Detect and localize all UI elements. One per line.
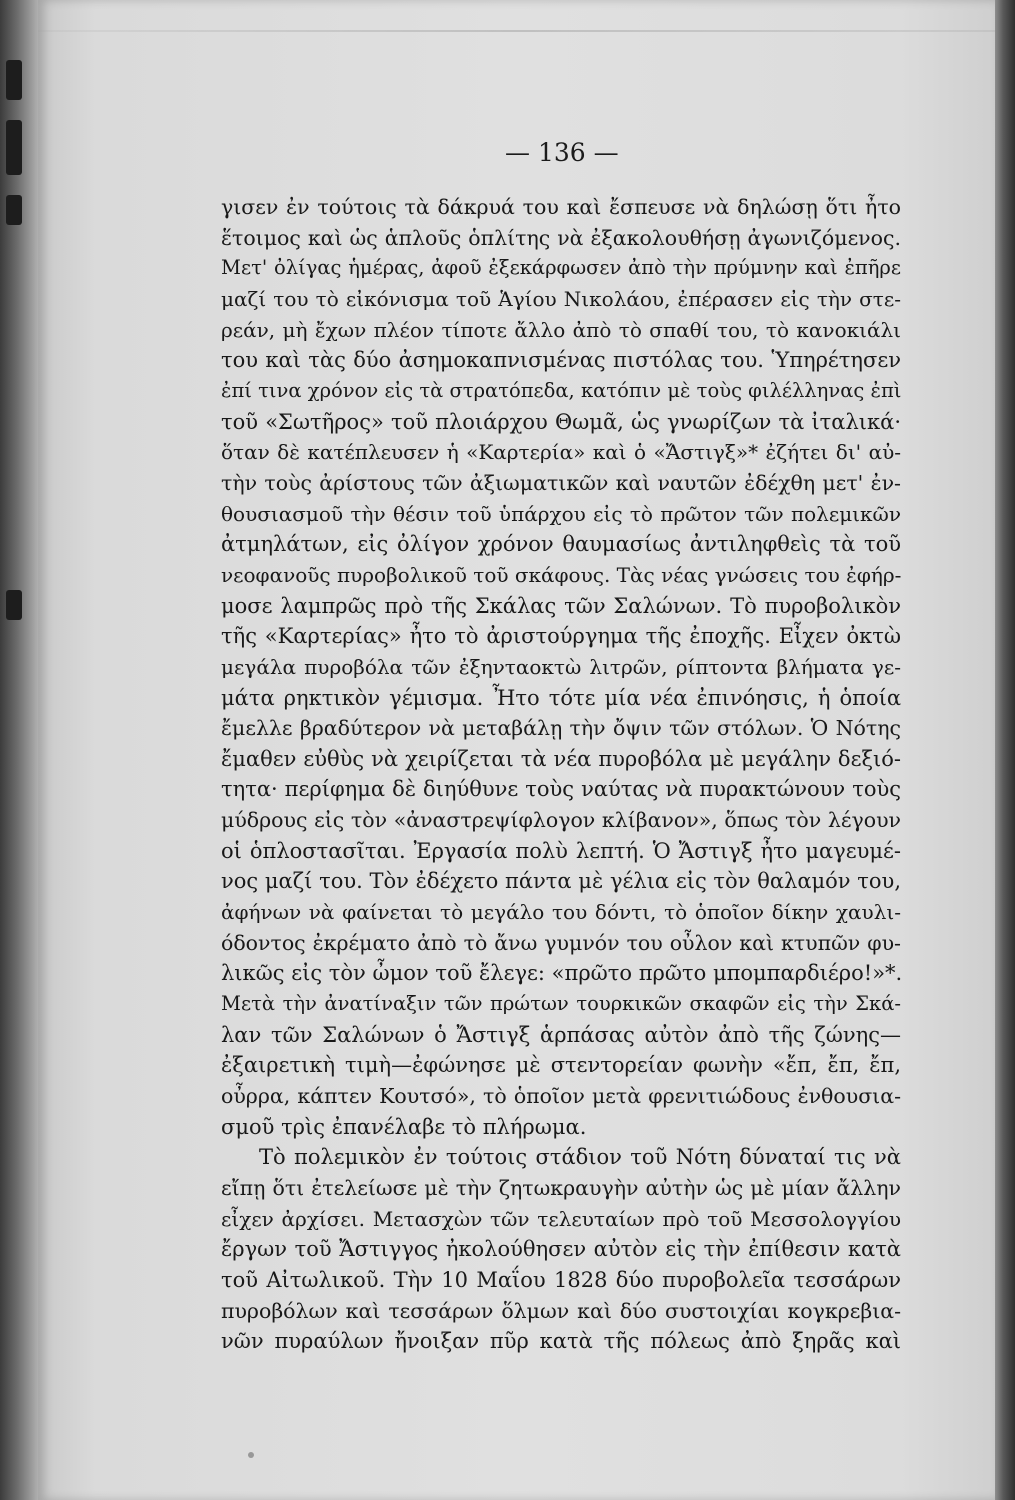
text-line: θουσιασμοῦ τὴν θέσιν τοῦ ὑπάρχου εἰς τὸ πρῶτον τῶν πολεμικῶν <box>221 501 901 526</box>
text-line: ἐξαιρετικὴ τιμὴ—ἐφώνησε μὲ στεντορείαν φωνὴν «ἔπ, ἔπ, ἔπ, <box>221 1053 901 1078</box>
text-line: νος μαζί του. Τὸν ἐδέχετο πάντα μὲ γέλια εἰς τὸν θαλαμόν του, <box>221 869 901 894</box>
text-line: ἔργων τοῦ Ἄστιγγος ἠκολούθησεν αὐτὸν εἰς τὴν ἐπίθεσιν κατὰ <box>221 1237 901 1262</box>
text-line: Μετὰ τὴν ἀνατίναξιν τῶν πρώτων τουρκικῶν σκαφῶν εἰς τὴν Σκά- <box>221 992 901 1016</box>
page-number: — 136 — <box>505 138 619 167</box>
text-line: ἀτμηλάτων, εἰς ὀλίγον χρόνον θαυμασίως ἀντιληφθεὶς τὰ τοῦ <box>221 532 901 557</box>
edge-mark <box>6 590 22 620</box>
text-line: τοῦ «Σωτῆρος» τοῦ πλοιάρχου Θωμᾶ, ὡς γνωρίζων τὰ ἰταλικά· <box>221 409 901 434</box>
text-line: νῶν πυραύλων ἤνοιξαν πῦρ κατὰ τῆς πόλεως ἀπὸ ξηρᾶς καὶ <box>221 1329 901 1354</box>
text-line: ρεάν, μὴ ἔχων πλέον τίποτε ἄλλο ἀπὸ τὸ σπαθί του, τὸ κανοκιάλι <box>221 317 901 342</box>
text-line: λικῶς εἰς τὸν ὦμον τοῦ ἔλεγε: «πρῶτο πρῶτο μπομπαρδιέρο!»*. <box>221 961 903 986</box>
edge-mark <box>6 195 22 225</box>
text-line: εἴπῃ ὅτι ἐτελείωσε μὲ τὴν ζητωκραυγὴν αὐτὴν ὡς μὲ μίαν ἄλλην <box>221 1176 901 1200</box>
page-binding-edge <box>0 0 42 1500</box>
text-line: οὖρρα, κάπτεν Κουτσό», τὸ ὁποῖον μετὰ φρενιτιώδους ἐνθουσια- <box>221 1084 901 1109</box>
body-text <box>221 192 901 1357</box>
text-line: ἐπί τινα χρόνον εἰς τὰ στρατόπεδα, κατόπιν μὲ τοὺς φιλέλληνας ἐπὶ <box>221 378 902 402</box>
text-line: του καὶ τὰς δύο ἀσημοκαπνισμένας πιστόλας του. Ὑπηρέτησεν <box>221 348 901 373</box>
text-line: μάτα ρηκτικὸν γέμισμα. Ἦτο τότε μία νέα ἐπινόησις, ἡ ὁποία <box>221 685 901 710</box>
text-line: οἱ ὁπλοστασῖται. Ἐργασία πολὺ λεπτή. Ὁ Ἄστιγξ ἦτο μαγευμέ- <box>221 838 901 863</box>
text-line: τοῦ Αἰτωλικοῦ. Τὴν 10 Μαΐου 1828 δύο πυροβολεῖα τεσσάρων <box>221 1267 901 1292</box>
edge-mark <box>6 120 22 175</box>
edge-mark <box>6 60 22 100</box>
page-right-edge <box>995 0 1015 1500</box>
text-line: σμοῦ τρὶς ἐπανέλαβε τὸ πλήρωμα. <box>221 1114 587 1139</box>
text-line: ὅταν δὲ κατέπλευσεν ἡ «Καρτερία» καὶ ὁ «Ἄστιγξ»* ἐζήτει δι' αὐ- <box>221 440 901 465</box>
text-line: μεγάλα πυροβόλα τῶν ἐξηνταοκτὼ λιτρῶν, ρίπτοντα βλήματα γε- <box>221 654 901 679</box>
text-line: νεοφανοῦς πυροβολικοῦ τοῦ σκάφους. Τὰς νέας γνώσεις του ἐφήρ- <box>221 562 902 587</box>
text-line: τητα· περίφημα δὲ διηύθυνε τοὺς ναύτας νὰ πυρακτώνουν τοὺς <box>221 777 901 802</box>
text-line: πυροβόλων καὶ τεσσάρων ὅλμων καὶ δύο συστοιχίαι κογκρεβια- <box>221 1298 901 1323</box>
text-line: όδοντος ἐκρέματο ἀπὸ τὸ ἄνω γυμνόν του οὖλον καὶ κτυπῶν φυ- <box>221 930 901 955</box>
text-line: μύδρους εἰς τὸν «ἀναστρεψίφλογον κλίβανον», ὅπως τὸν λέγουν <box>221 808 901 833</box>
text-line: ἔμελλε βραδύτερον νὰ μεταβάλῃ τὴν ὄψιν τῶν στόλων. Ὁ Νότης <box>221 716 901 741</box>
text-line: εἶχεν ἀρχίσει. Μετασχὼν τῶν τελευταίων πρὸ τοῦ Μεσσολογγίου <box>221 1206 901 1231</box>
text-line: ἔμαθεν εὐθὺς νὰ χειρίζεται τὰ νέα πυροβόλα μὲ μεγάλην δεξιό- <box>221 746 901 771</box>
text-line: λαν τῶν Σαλώνων ὁ Ἄστιγξ ἁρπάσας αὐτὸν ἀπὸ τῆς ζώνης— <box>221 1022 901 1047</box>
text-line: μαζί του τὸ εἰκόνισμα τοῦ Ἁγίου Νικολάου, ἐπέρασεν εἰς τὴν στε- <box>221 286 901 311</box>
text-line: γισεν ἐν τούτοις τὰ δάκρυά του καὶ ἔσπευσε νὰ δηλώσῃ ὅτι ἦτο <box>221 195 901 219</box>
text-line: ἀφήνων νὰ φαίνεται τὸ μεγάλο του δόντι, τὸ ὁποῖον δίκην χαυλι- <box>221 900 901 925</box>
paper-fold-line <box>38 30 995 32</box>
paper-speck <box>248 1452 254 1458</box>
text-line: τὴν τοὺς ἀρίστους τῶν ἀξιωματικῶν καὶ ναυτῶν ἐδέχθη μετ' ἐν- <box>221 470 901 495</box>
text-line: Τὸ πολεμικὸν ἐν τούτοις στάδιον τοῦ Νότη δύναταί τις νὰ <box>259 1145 901 1170</box>
text-line: Μετ' ὀλίγας ἡμέρας, ἀφοῦ ἐξεκάρφωσεν ἀπὸ τὴν πρύμνην καὶ ἐπῆρε <box>221 256 901 280</box>
text-line: τῆς «Καρτερίας» ἦτο τὸ ἀριστούργημα τῆς ἐποχῆς. Εἶχεν ὀκτὼ <box>221 624 901 649</box>
text-line: μοσε λαμπρῶς πρὸ τῆς Σκάλας τῶν Σαλώνων. Τὸ πυροβολικὸν <box>221 593 901 618</box>
text-line: ἕτοιμος καὶ ὡς ἁπλοῦς ὁπλίτης νὰ ἐξακολουθήσῃ ἀγωνιζόμενος. <box>221 225 901 250</box>
